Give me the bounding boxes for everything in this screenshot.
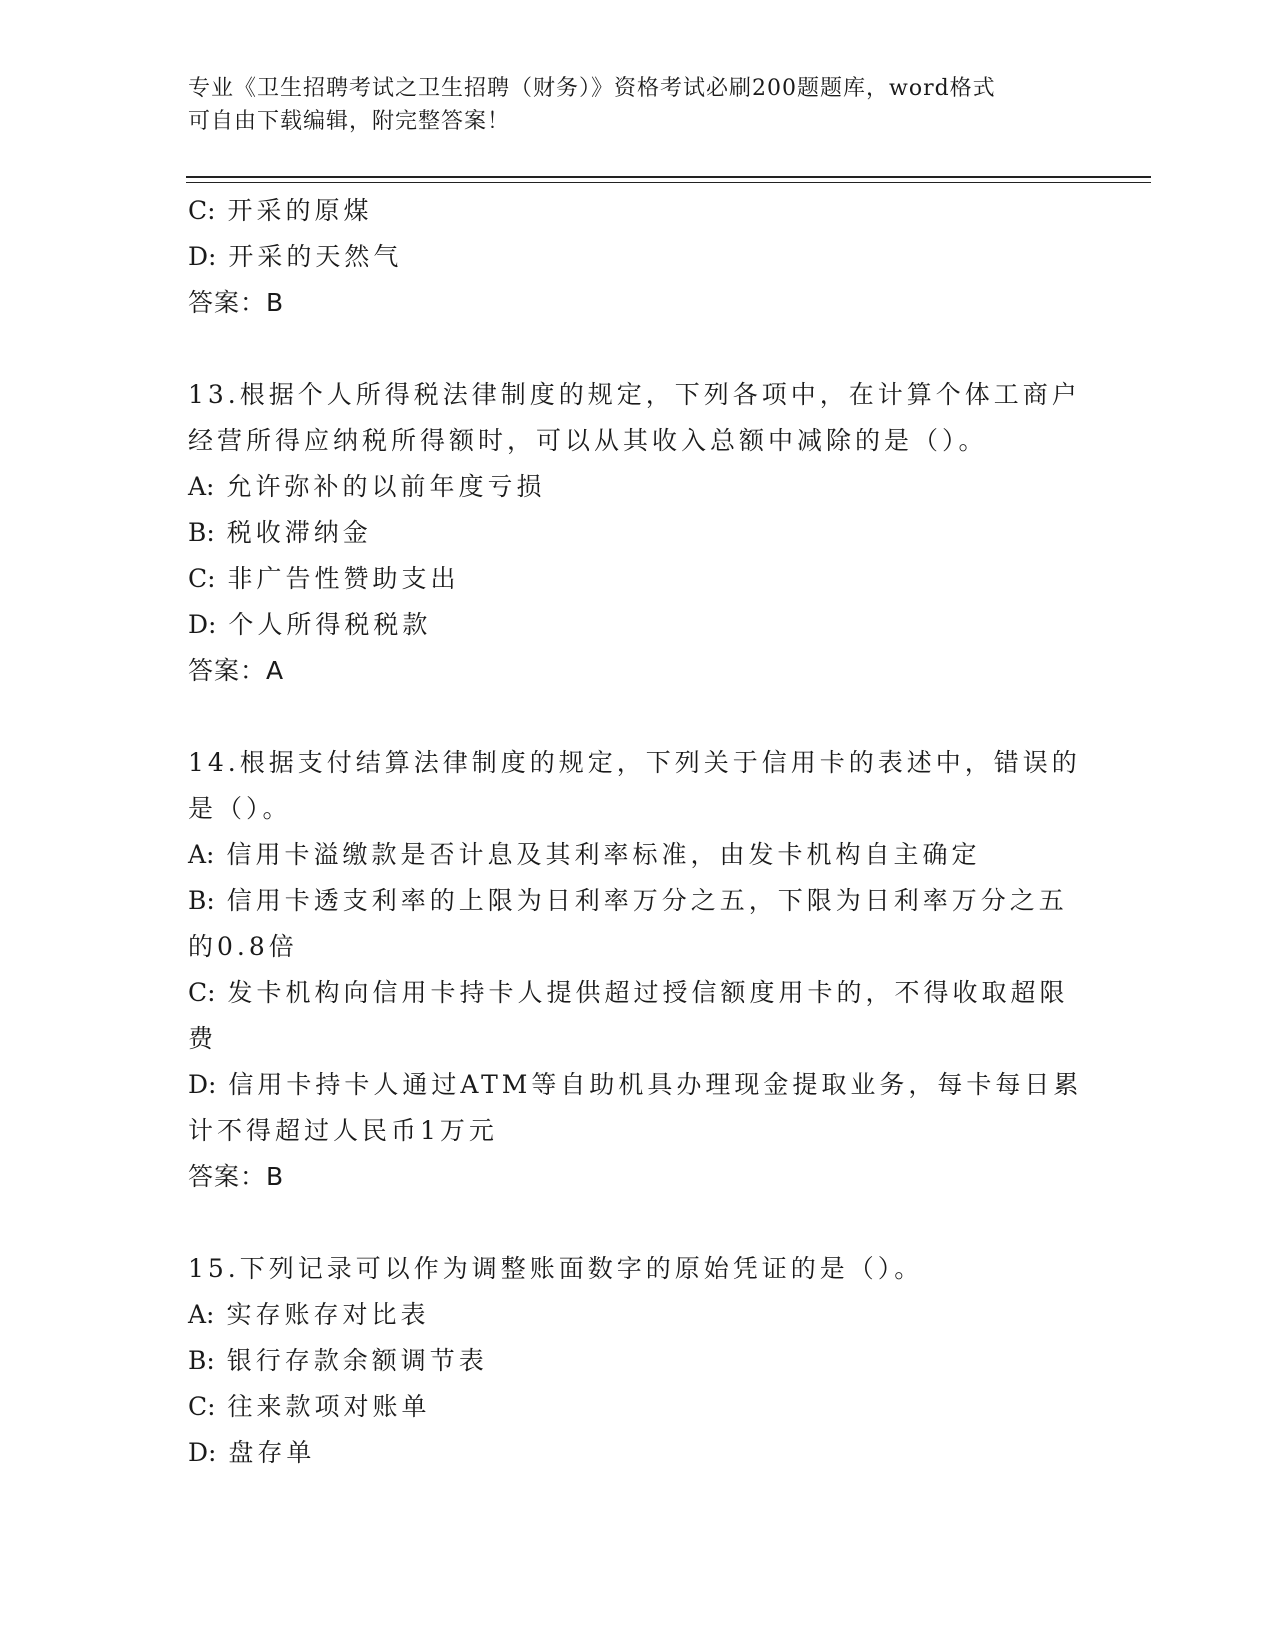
option-label: A: [188, 472, 215, 501]
answer-line: 答案：A [188, 656, 285, 685]
option-label: B: [188, 1346, 215, 1375]
option-d [188, 234, 1088, 280]
option-label: C: [188, 564, 216, 593]
header-line-1: 专业《卫生招聘考试之卫生招聘（财务）》资格考试必刷200题题库，word格式 [188, 76, 996, 101]
option-b [188, 1338, 1088, 1384]
option-a [188, 464, 1088, 510]
option-text: 个人所得税税款 [228, 610, 432, 639]
question-stem-line: 经营所得应纳税所得额时，可以从其收入总额中减除的是（）。 [188, 426, 988, 455]
option-c-continued: 费 [188, 1024, 218, 1053]
option-text: 税收滞纳金 [226, 518, 372, 547]
option-d [188, 1430, 1088, 1476]
option-label: D: [188, 242, 217, 271]
question-15 [188, 1246, 1088, 1476]
option-label: C: [188, 196, 216, 225]
option-b [188, 510, 1088, 556]
document-content [188, 188, 1088, 1476]
answer-line: 答案：B [188, 288, 285, 317]
option-text: 实存账存对比表 [226, 1300, 430, 1329]
option-text: 盘存单 [228, 1438, 316, 1467]
question-stem-line: 是（）。 [188, 794, 292, 823]
option-text: 信用卡透支利率的上限为日利率万分之五，下限为日利率万分之五 [226, 886, 1068, 915]
option-d-continued: 计不得超过人民币1万元 [188, 1116, 498, 1145]
option-c [188, 556, 1088, 602]
option-text: 信用卡持卡人通过ATM等自助机具办理现金提取业务，每卡每日累 [228, 1070, 1083, 1099]
question-12-continued [188, 188, 1088, 326]
header-line-2: 可自由下载编辑，附完整答案！ [188, 109, 511, 134]
option-text: 允许弥补的以前年度亏损 [226, 472, 546, 501]
option-label: D: [188, 1438, 217, 1467]
option-label: C: [188, 1392, 216, 1421]
option-a [188, 832, 1088, 878]
option-label: C: [188, 978, 216, 1007]
option-text: 发卡机构向信用卡持卡人提供超过授信额度用卡的，不得收取超限 [227, 978, 1069, 1007]
option-d [188, 1062, 1088, 1108]
answer-line: 答案：B [188, 1162, 285, 1191]
option-text: 开采的天然气 [228, 242, 403, 271]
question-stem-line: 13.根据个人所得税法律制度的规定，下列各项中，在计算个体工商户 [188, 380, 1081, 409]
option-d [188, 602, 1088, 648]
option-label: D: [188, 610, 217, 639]
option-b [188, 878, 1088, 924]
question-stem-line: 14.根据支付结算法律制度的规定，下列关于信用卡的表述中，错误的 [188, 748, 1081, 777]
header-rule-thick [186, 176, 1151, 178]
option-text: 非广告性赞助支出 [227, 564, 460, 593]
option-text: 往来款项对账单 [227, 1392, 431, 1421]
option-c [188, 188, 1088, 234]
option-label: A: [188, 1300, 215, 1329]
question-13 [188, 372, 1088, 694]
option-b-continued: 的0.8倍 [188, 932, 298, 961]
option-text: 银行存款余额调节表 [226, 1346, 488, 1375]
question-stem-line: 15.下列记录可以作为调整账面数字的原始凭证的是（）。 [188, 1254, 924, 1283]
option-label: B: [188, 518, 215, 547]
option-a [188, 1292, 1088, 1338]
option-label: A: [188, 840, 215, 869]
document-header [188, 72, 1088, 138]
question-14 [188, 740, 1088, 1200]
option-label: B: [188, 886, 215, 915]
option-label: D: [188, 1070, 217, 1099]
option-c [188, 1384, 1088, 1430]
option-c [188, 970, 1088, 1016]
option-text: 信用卡溢缴款是否计息及其利率标准，由发卡机构自主确定 [226, 840, 981, 869]
header-rule-thin [186, 182, 1151, 183]
option-text: 开采的原煤 [227, 196, 373, 225]
